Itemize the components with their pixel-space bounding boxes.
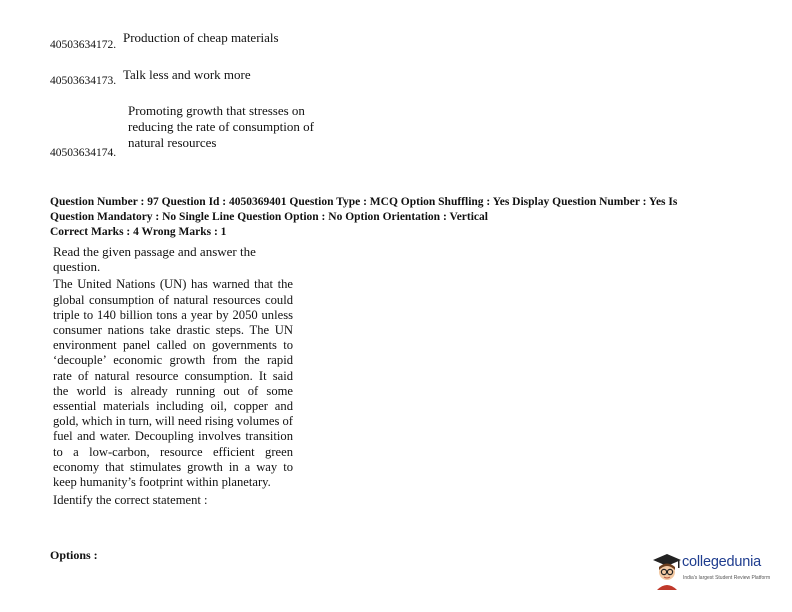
option-text-1: Production of cheap materials — [123, 30, 279, 45]
option-id-2: 40503634173. — [50, 75, 117, 87]
question-meta-line2: Question Mandatory : No Single Line Question Option : No Option Orientation : Vertical — [50, 211, 488, 223]
passage — [53, 244, 293, 508]
option-text-2: Talk less and work more — [123, 67, 251, 82]
passage-body: The United Nations (UN) has warned that the global consumption of natural resources could triple to 140 billion tons a year by 2050 unless consumer nations take drastic steps. The UN environment panel called on governments to ‘decouple’ economic growth from the rapid rate of natural resource consumption. It said the world is already running out of some essential materials including oil, copper and gold, which in turn, will need rising volumes of fuel and water. Decoupling involves transition to a low-carbon, resource efficient green economy that stimulates growth in a way to keep humanity’s footprint within planetary. — [53, 277, 293, 490]
option-text-3: Promoting growth that stresses on reducing the rate of consumption of natural resources — [128, 103, 314, 150]
logo-tagline: India's largest Student Review Platform — [683, 575, 771, 581]
student-avatar-icon — [652, 552, 682, 592]
collegedunia-logo — [652, 550, 772, 594]
question-meta-line1: Question Number : 97 Question Id : 4050369401 Question Type : MCQ Option Shuffling : Yes Display Question Number : Yes Is — [50, 196, 678, 208]
option-id-1: 40503634172. — [50, 39, 117, 51]
option-id-3: 40503634174. — [50, 147, 117, 159]
question-meta — [50, 195, 750, 240]
passage-instruction: Read the given passage and answer the question. — [53, 244, 256, 275]
passage-prompt: Identify the correct statement : — [53, 493, 208, 508]
options-label: Options : — [50, 548, 98, 562]
question-marks: Correct Marks : 4 Wrong Marks : 1 — [50, 226, 227, 238]
logo-wordmark: collegedunia — [682, 554, 762, 570]
